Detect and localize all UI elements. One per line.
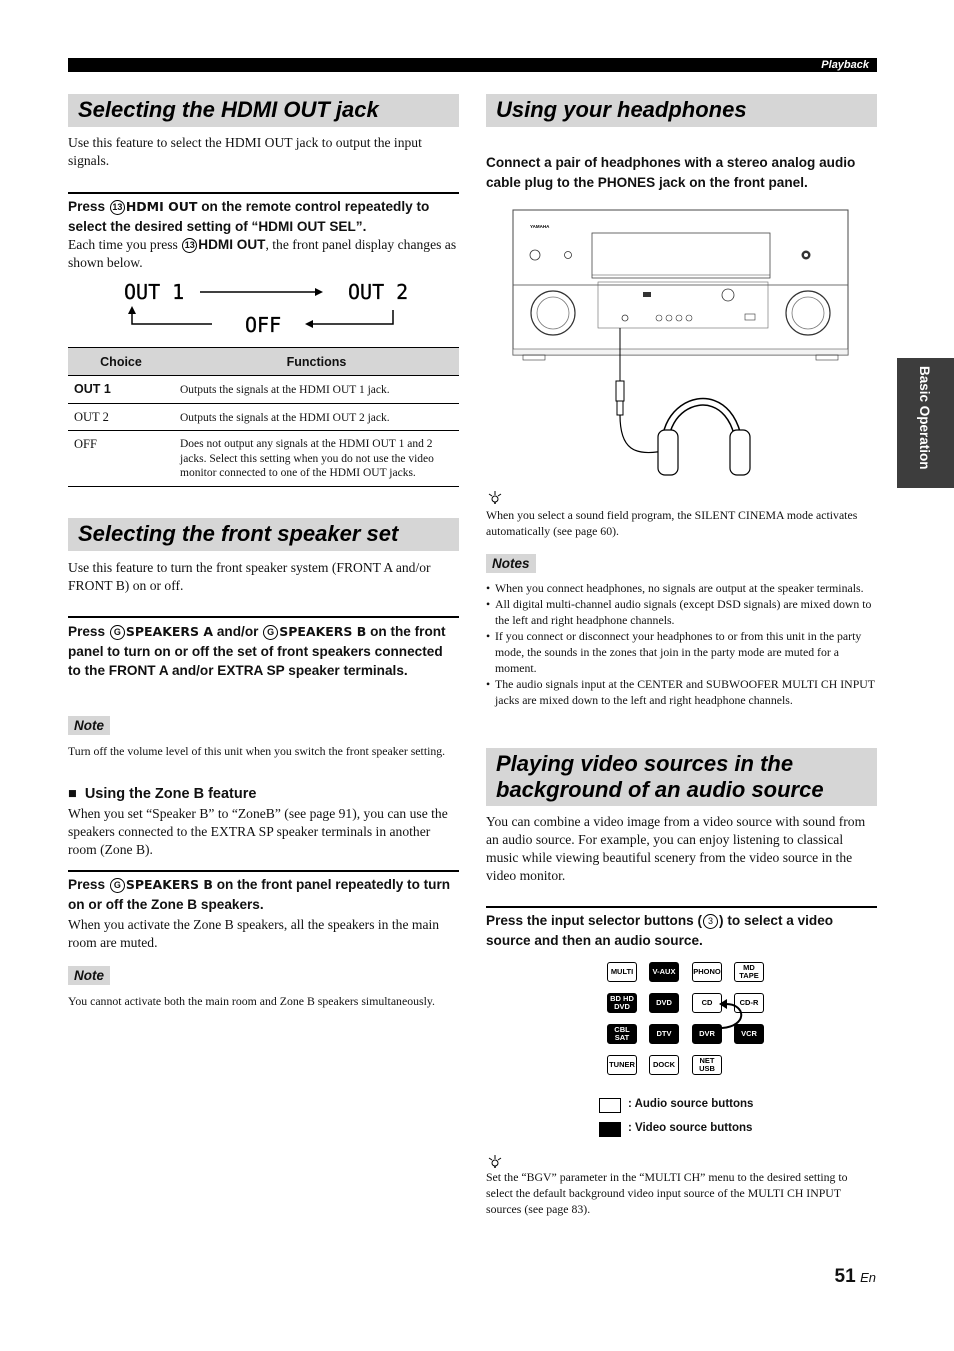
hdmi-title: Selecting the HDMI OUT jack <box>68 94 459 127</box>
bgv-intro: You can combine a video image from a video source with sound from an audio source. For example, you can enjoy listening to classical music while viewing beautiful scenery from the video source in the video monitor. <box>486 814 866 883</box>
choice-cell: OUT 2 <box>68 403 174 431</box>
headphones-title: Using your headphones <box>486 94 877 127</box>
input-button-tuner[interactable]: TUNER <box>607 1055 637 1075</box>
step-text: and/or <box>213 624 263 639</box>
step-text: Press the input selector buttons ( <box>486 913 703 928</box>
side-tab <box>897 358 954 488</box>
bgv-tip: Set the “BGV” parameter in the “MULTI CH” menu to the desired setting to select the default background video input source of the MULTI CH INPUT sources (see page 83). <box>486 1170 848 1216</box>
divider <box>68 192 459 194</box>
zone-heading-text: Using the Zone B feature <box>84 786 257 802</box>
input-button-md-tape[interactable]: MD TAPE <box>734 962 764 982</box>
zone-text: When you set “Speaker B” to “ZoneB” (see page 91), you can use the speakers connected to the EXTRA SP speaker terminals in another room (Zone B). <box>68 806 448 857</box>
zone-desc: When you activate the Zone B speakers, all the speakers in the main room are muted. <box>68 917 440 950</box>
key-name: SPEAKERS B <box>125 877 213 892</box>
tip-icon <box>487 1154 503 1168</box>
list-item: • When you connect headphones, no signals are output at the speaker terminals. <box>486 580 877 596</box>
input-button-cd[interactable]: CD <box>692 993 722 1013</box>
choice-cell: OFF <box>68 431 174 487</box>
note-label <box>68 966 110 985</box>
list-item: • If you connect or disconnect your headphones to or from this unit in the party mode, the sounds in the zones that join in the party mode are muted for a moment. <box>486 628 877 676</box>
table-row <box>68 376 459 404</box>
function-cell: Does not output any signals at the HDMI OUT 1 and 2 jacks. Select this setting when you do not use the video monitor connected to one of the HDMI OUT jacks. <box>174 431 459 487</box>
divider <box>486 906 877 908</box>
list-item: • The audio signals input at the CENTER and SUBWOOFER MULTI CH INPUT jacks are mixed down to the left and right headphone channels. <box>486 676 877 708</box>
step-text: on the front panel to turn on or off the set of front speakers connected to the FRONT A and/or EXTRA SP speaker terminals. <box>68 624 446 678</box>
key-number-icon: G <box>110 878 125 893</box>
input-button-vcr[interactable]: VCR <box>734 1024 764 1044</box>
table-row <box>68 431 459 487</box>
front-step <box>68 622 459 681</box>
front-intro: Use this feature to turn the front speaker system (FRONT A and/or FRONT B) on or off. <box>68 560 431 593</box>
key-number-icon: 13 <box>110 200 125 215</box>
input-button-dvr[interactable]: DVR <box>692 1024 722 1044</box>
input-button-phono[interactable]: PHONO <box>692 962 722 982</box>
page-number-value: 51 <box>834 1266 856 1287</box>
bgv-step <box>486 911 877 950</box>
function-cell: Outputs the signals at the HDMI OUT 2 jack. <box>174 403 459 431</box>
square-bullet-icon: ■ <box>68 786 77 802</box>
headphones-notes-list <box>486 580 877 708</box>
zone-note: You cannot activate both the main room and Zone B speakers simultaneously. <box>68 994 435 1008</box>
hdmi-intro: Use this feature to select the HDMI OUT jack to output the input signals. <box>68 135 422 168</box>
header-bar <box>68 58 877 72</box>
arrow-back-icon <box>310 310 393 324</box>
input-button-cbl-sat[interactable]: CBL SAT <box>607 1024 637 1044</box>
audio-legend-text: : Audio source buttons <box>628 1098 754 1110</box>
input-button-multi[interactable]: MULTI <box>607 962 637 982</box>
step-text: Press <box>68 877 109 892</box>
notes-label <box>486 554 536 573</box>
arrowhead <box>315 288 323 296</box>
receiver-foot <box>816 355 838 360</box>
key-number-icon: 13 <box>182 238 197 253</box>
video-legend-swatch <box>599 1122 621 1137</box>
divider <box>68 870 459 872</box>
front-note: Turn off the volume level of this unit when you switch the front speaker setting. <box>68 744 446 758</box>
headphones-tip: When you select a sound field program, the SILENT CINEMA mode activates automatically (see page 60). <box>486 508 858 538</box>
input-button-vaux[interactable]: V-AUX <box>649 962 679 982</box>
notes-label-text: Notes <box>486 554 536 573</box>
key-name: SPEAKERS A <box>125 624 214 639</box>
page-lang: En <box>860 1270 876 1285</box>
hdmi-out-cycle-diagram <box>110 278 420 338</box>
desc-text: , the front panel display changes as shown below. <box>68 237 457 270</box>
table-row <box>68 403 459 431</box>
step-text: ) to select a video source and then an audio source. <box>486 913 834 948</box>
audio-legend-swatch <box>599 1098 621 1113</box>
key-number-icon: G <box>263 625 278 640</box>
key-name: HDMI OUT <box>125 199 198 214</box>
input-button-dvd[interactable]: DVD <box>649 993 679 1013</box>
input-button-net-usb[interactable]: NET USB <box>692 1055 722 1075</box>
col-header-functions: Functions <box>174 348 459 376</box>
hdmi-functions-table <box>68 347 459 487</box>
key-number-icon: G <box>110 625 125 640</box>
key-name: SPEAKERS B <box>279 624 367 639</box>
display-out1: OUT 1 <box>124 280 185 304</box>
front-title: Selecting the front speaker set <box>68 518 459 551</box>
function-cell: Outputs the signals at the HDMI OUT 1 jack. <box>174 376 459 404</box>
headphone-plug-icon <box>616 381 624 401</box>
input-button-dtv[interactable]: DTV <box>649 1024 679 1044</box>
note-label-text: Note <box>68 966 110 985</box>
side-tab-label: Basic Operation <box>917 366 932 470</box>
bgv-title: Playing video sources in the background of an audio source <box>486 748 877 806</box>
arrow-up-icon <box>132 311 212 324</box>
tip-icon <box>487 490 503 504</box>
input-button-cd-r[interactable]: CD-R <box>734 993 764 1013</box>
headphones-instruction: Connect a pair of headphones with a stereo analog audio cable plug to the PHONES jack on the front panel. <box>486 155 856 190</box>
display-off: OFF <box>245 313 282 337</box>
step-text: Press <box>68 624 109 639</box>
brand-logo: YAMAHA <box>530 224 550 229</box>
divider <box>68 616 459 618</box>
key-number-icon: 3 <box>703 914 718 929</box>
input-button-dock[interactable]: DOCK <box>649 1055 679 1075</box>
curved-arrow-icon <box>700 996 750 1032</box>
display-window <box>592 233 770 278</box>
arrowhead <box>305 320 313 328</box>
choice-cell: OUT 1 <box>68 376 174 404</box>
display-out2: OUT 2 <box>348 280 409 304</box>
receiver-foot <box>523 355 545 360</box>
col-header-choice: Choice <box>68 348 174 376</box>
video-legend-text: : Video source buttons <box>628 1122 753 1134</box>
step-text: Press <box>68 199 109 214</box>
key-name: HDMI OUT <box>198 237 266 252</box>
zone-heading <box>68 786 459 802</box>
input-button-bd-hd-dvd[interactable]: BD HD DVD <box>607 993 637 1013</box>
hdmi-step <box>68 197 459 236</box>
receiver-body <box>513 210 848 355</box>
note-label-text: Note <box>68 716 110 735</box>
note-label <box>68 716 110 735</box>
header-section: Playback <box>821 59 869 71</box>
page-number <box>800 1266 876 1288</box>
desc-text: Each time you press <box>68 237 182 252</box>
arrowhead <box>128 306 136 314</box>
step-text: on the remote control repeatedly to select the desired setting of “HDMI OUT SEL”. <box>68 199 430 234</box>
zone-step <box>68 875 459 914</box>
receiver-headphones-illustration <box>508 208 856 480</box>
step-text: on the front panel repeatedly to turn on or off the Zone B speakers. <box>68 877 451 912</box>
hdmi-desc <box>68 236 459 272</box>
list-item: • All digital multi-channel audio signals (except DSD signals) are mixed down to the left and right headphone channels. <box>486 596 877 628</box>
